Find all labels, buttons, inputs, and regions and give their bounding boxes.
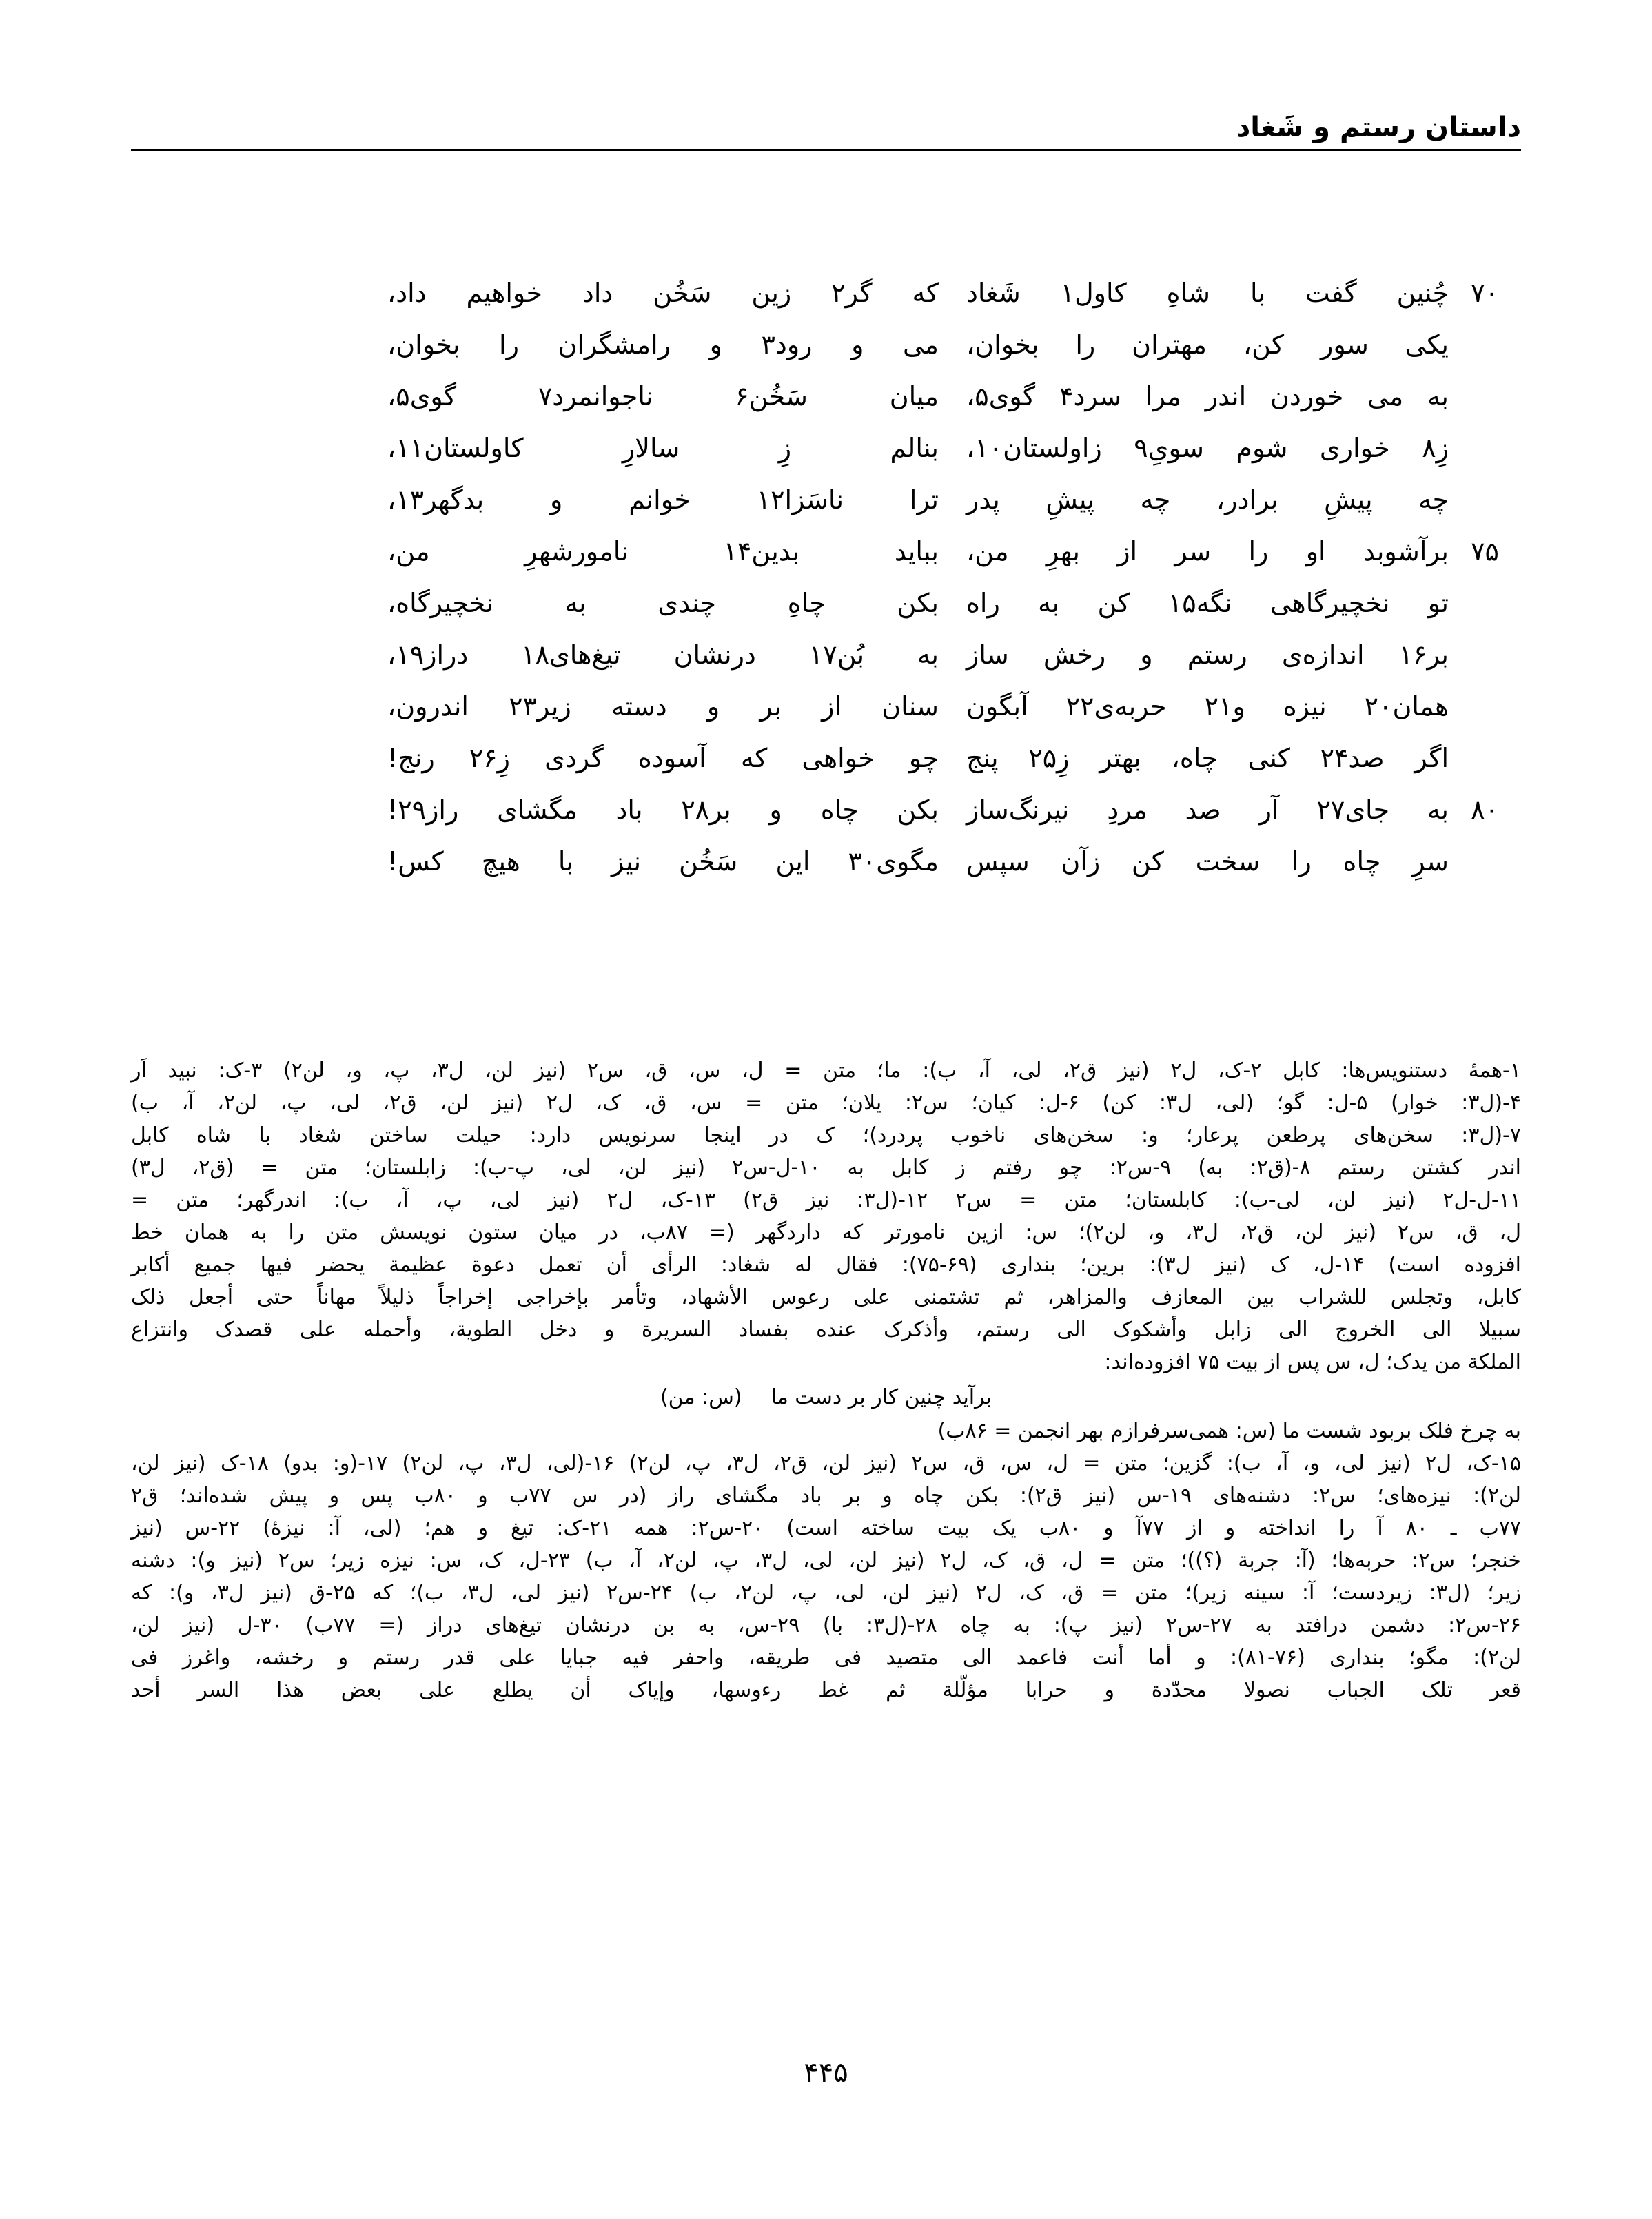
verse-line [131, 372, 1521, 424]
apparatus-line: افزوده است) ۱۴-ل، ک (نیز ل۳): برین؛ بنداری (۶۹-۷۵): فقال له شغاد: الرأی أن تعمل دعوة عظیمة یحضر فیها جمیع أکابر [131, 1253, 1521, 1277]
apparatus-line: ۴-(ل۳: خوار) ۵-ل: گو؛ (لی، ل۳: کن) ۶-ل: کیان؛ س۲: یلان؛ متن = س، ق، ک، ل۲ (نیز لن، ق۲، لی، پ، لن۲، آ، ب) [131, 1091, 1521, 1115]
hemistich-left: مگوی۳۰ این سَخُن نیز با هیچ کس! [387, 846, 939, 877]
apparatus-line: خنجر؛ س۲: حربه‌ها؛ (آ: جربة (؟))؛ متن = ل، ق، ک، ل۲ (نیز لن، لی، ل۳، پ، لن۲، آ، ب) ۲۳-ل، ک، س: نیزه زیر؛ س۲ (نیز و): دشنه [131, 1548, 1521, 1573]
hemistich-left: میان سَخُن۶ ناجوانمرد۷ گوی۵، [387, 381, 939, 411]
apparatus-line: ۱۵-ک، ل۲ (نیز لی، و، آ، ب): گزین؛ متن = ل، س، ق، س۲ (نیز لن، ق۲، ل۳، پ، لن۲) ۱۶-(لی، ل۳، پ، لن۲) ۱۷-(و: بدو) ۱۸-ک (نیز لن، [131, 1451, 1521, 1475]
hemistich-right: چه پیشِ برادر، چه پیشِ پدر [966, 484, 1449, 515]
hemistich-left: بکن چاه و بر۲۸ باد مگشای راز۲۹! [387, 795, 939, 825]
verse-line [131, 682, 1521, 734]
hemistich-left: می و رود۳ و رامشگران را بخوان، [387, 329, 939, 360]
apparatus-line: ۱-همهٔ دستنویس‌ها: کابل ۲-ک، ل۲ (نیز ق۲، لی، آ، ب): ما؛ متن = ل، س، ق، س۲ (نیز لن، ل۳، پ، و، لن۲) ۳-ک: نبید اَر [131, 1059, 1521, 1083]
hemistich-left: که گر۲ زین سَخُن داد خواهیم داد، [387, 278, 939, 308]
hemistich-right: سرِ چاه را سخت کن زآن سپس [966, 846, 1449, 877]
running-head [131, 110, 1521, 151]
hemistich-left: سنان از بر و دسته زیر۲۳ اندرون، [387, 691, 939, 722]
hemistich-right: زِ۸ خواری شوم سویِ۹ زاولستان۱۰، [966, 433, 1449, 463]
verse-line [131, 476, 1521, 527]
hemistich-right: بر۱۶ اندازه‌ی رستم و رخش ساز [966, 640, 1449, 670]
inserted-verse-second: به چرخ فلک بربود شست ما (س: همی‌سرفرازم بهر انجمن = ۸۶ب) [937, 1419, 1521, 1443]
hemistich-right: برآشوبد او را سر از بهرِ من، [966, 536, 1449, 566]
verse-line [131, 579, 1521, 631]
verse-line [131, 734, 1521, 786]
hemistich-right: به می خوردن اندر مرا سرد۴ گوی۵، [966, 381, 1449, 411]
verse-block [131, 269, 1521, 889]
apparatus-line: قعر تلک الجباب نصولا محدّدة و حرابا مؤلّلة ثم غط رءوسها، وإیاک أن یطلع علی بعض هذا السر أحد [131, 1678, 1521, 1702]
verse-number: ۷۵ [1471, 536, 1499, 566]
verse-line [131, 424, 1521, 476]
hemistich-right: چُنین گفت با شاهِ کاول۱ شَغاد [966, 278, 1449, 308]
hemistich-right: یکی سور کن، مهتران را بخوان، [966, 329, 1449, 360]
hemistich-right: همان۲۰ نیزه و۲۱ حربه‌ی۲۲ آبگون [966, 691, 1449, 722]
hemistich-left: بباید بدین۱۴ نامورشهرِ من، [387, 536, 939, 566]
inserted-verse-text: برآید چنین کار بر دست ما [771, 1385, 992, 1409]
inserted-verse-variant: (س: من) [660, 1385, 742, 1409]
apparatus-line: ۲۶-س۲: دشمن درافتد به ۲۷-س۲ (نیز پ): به چاه ۲۸-(ل۳: با) ۲۹-س، به بن درنشان تیغ‌های دراز (= ۷۷ب) ۳۰-ل (نیز لن، [131, 1613, 1522, 1637]
apparatus-line: اندر کشتن رستم ۸-(ق۲: به) ۹-س۲: چو رفتم ز کابل به ۱۰-ل-س۲ (نیز لن، لی، پ-ب): زابلستان؛ متن = (ق۲، ل۳) [131, 1156, 1521, 1180]
apparatus-line: کابل، وتجلس للشراب بین المعازف والمزاهر، ثم تشتمنی علی رعوس الأشهاد، وتأمر بإخراجی إخراجاً ذلیلاً مهاناً حتی أجعل ذلک [131, 1285, 1521, 1309]
apparatus-line: لن۲): نیزه‌های؛ س۲: دشنه‌های ۱۹-س (نیز ق۲): بکن چاه و بر باد مگشای راز (در س ۷۷ب و ۸۰ب پس و پیش شده‌اند؛ ق۲ [131, 1484, 1521, 1508]
verse-line [131, 269, 1521, 320]
verse-line [131, 837, 1521, 889]
verse-line [131, 786, 1521, 837]
verse-number: ۷۰ [1471, 278, 1499, 308]
hemistich-left: بکن چاهِ چندی به نخچیرگاه، [387, 588, 939, 618]
inserted-verse-right [131, 1378, 1521, 1415]
running-head-title: داستان رستم و شَغاد [1236, 112, 1521, 143]
hemistich-left: به بُن۱۷ درنشان تیغ‌های۱۸ دراز۱۹، [387, 640, 939, 670]
apparatus-line: سبیلا الی الخروج الی زابل وأشکوک الی رستم، وأذکرک عنده بفساد السریرة و دخل الطویة، وأحمله علی قصدک وانتزاع [131, 1318, 1521, 1342]
page-number: ۴۴۵ [804, 2057, 848, 2089]
hemistich-right: تو نخچیرگاهی نگه۱۵ کن به راه [966, 588, 1449, 618]
apparatus-line: لن۲): مگو؛ بنداری (۷۶-۸۱): و أما أنت فاعمد الی متصید فی طریقه، واحفر فیه جبایا علی قدر رستم و رخشه، واغرز فی [131, 1646, 1521, 1670]
verse-number: ۸۰ [1471, 795, 1499, 825]
hemistich-left: چو خواهی که آسوده گردی زِ۲۶ رنج! [387, 743, 939, 773]
verse-line [131, 527, 1521, 579]
apparatus-line: ۱۱-ل-ل۲ (نیز لن، لی-ب): کابلستان؛ متن = س۲ ۱۲-(ل۳: نیز ق۲) ۱۳-ک، ل۲ (نیز لی، پ، آ، ب): اندرگهر؛ متن = [131, 1188, 1521, 1212]
apparatus-line: زیر؛ (ل۳: زیردست؛ آ: سینه زیر)؛ متن = ق، ک، ل۲ (نیز لن، لی، پ، لن۲، ب) ۲۴-س۲ (نیز لی، ل۳، ب)؛ که ۲۵-ق (نیز ل۳، و): که [131, 1581, 1521, 1605]
apparatus-line: الملکة من یدک؛ ل، س پس از بیت ۷۵ افزوده‌اند: [1104, 1350, 1521, 1374]
hemistich-right: به جای۲۷ آر صد مردِ نیرنگ‌ساز [966, 795, 1449, 825]
apparatus-line: ۷۷ب ـ ۸۰ آ را انداخته و از ۷۷آ و ۸۰ب یک بیت ساخته است) ۲۰-س۲: همه ۲۱-ک: تیغ و هم؛ (لی، آ: نیزۀ) ۲۲-س (نیز [131, 1516, 1521, 1540]
critical-apparatus [131, 1054, 1521, 1706]
hemistich-left: ترا ناسَزا۱۲ خوانم و بدگهر۱۳، [387, 484, 939, 515]
header-divider [131, 149, 1521, 151]
verse-line [131, 320, 1521, 372]
apparatus-line: ل، ق، س۲ (نیز لن، ق۲، ل۳، و، لن۲)؛ س: ازین نامورتر که داردگهر (= ۸۷ب، در میان ستون نویسش متن را به همان خط [131, 1220, 1521, 1245]
verse-line [131, 631, 1521, 682]
hemistich-right: اگر صد۲۴ کنی چاه، بهتر زِ۲۵ پنج [966, 743, 1449, 773]
hemistich-left: بنالم زِ سالارِ کاولستان۱۱، [387, 433, 939, 463]
apparatus-line: ۷-(ل۳: سخن‌های پرطعن پرعار؛ و: سخن‌های ناخوب پردرد)؛ ک در اینجا سرنویس دارد: حیلت ساختن شغاد با شاه کابل [131, 1123, 1521, 1147]
